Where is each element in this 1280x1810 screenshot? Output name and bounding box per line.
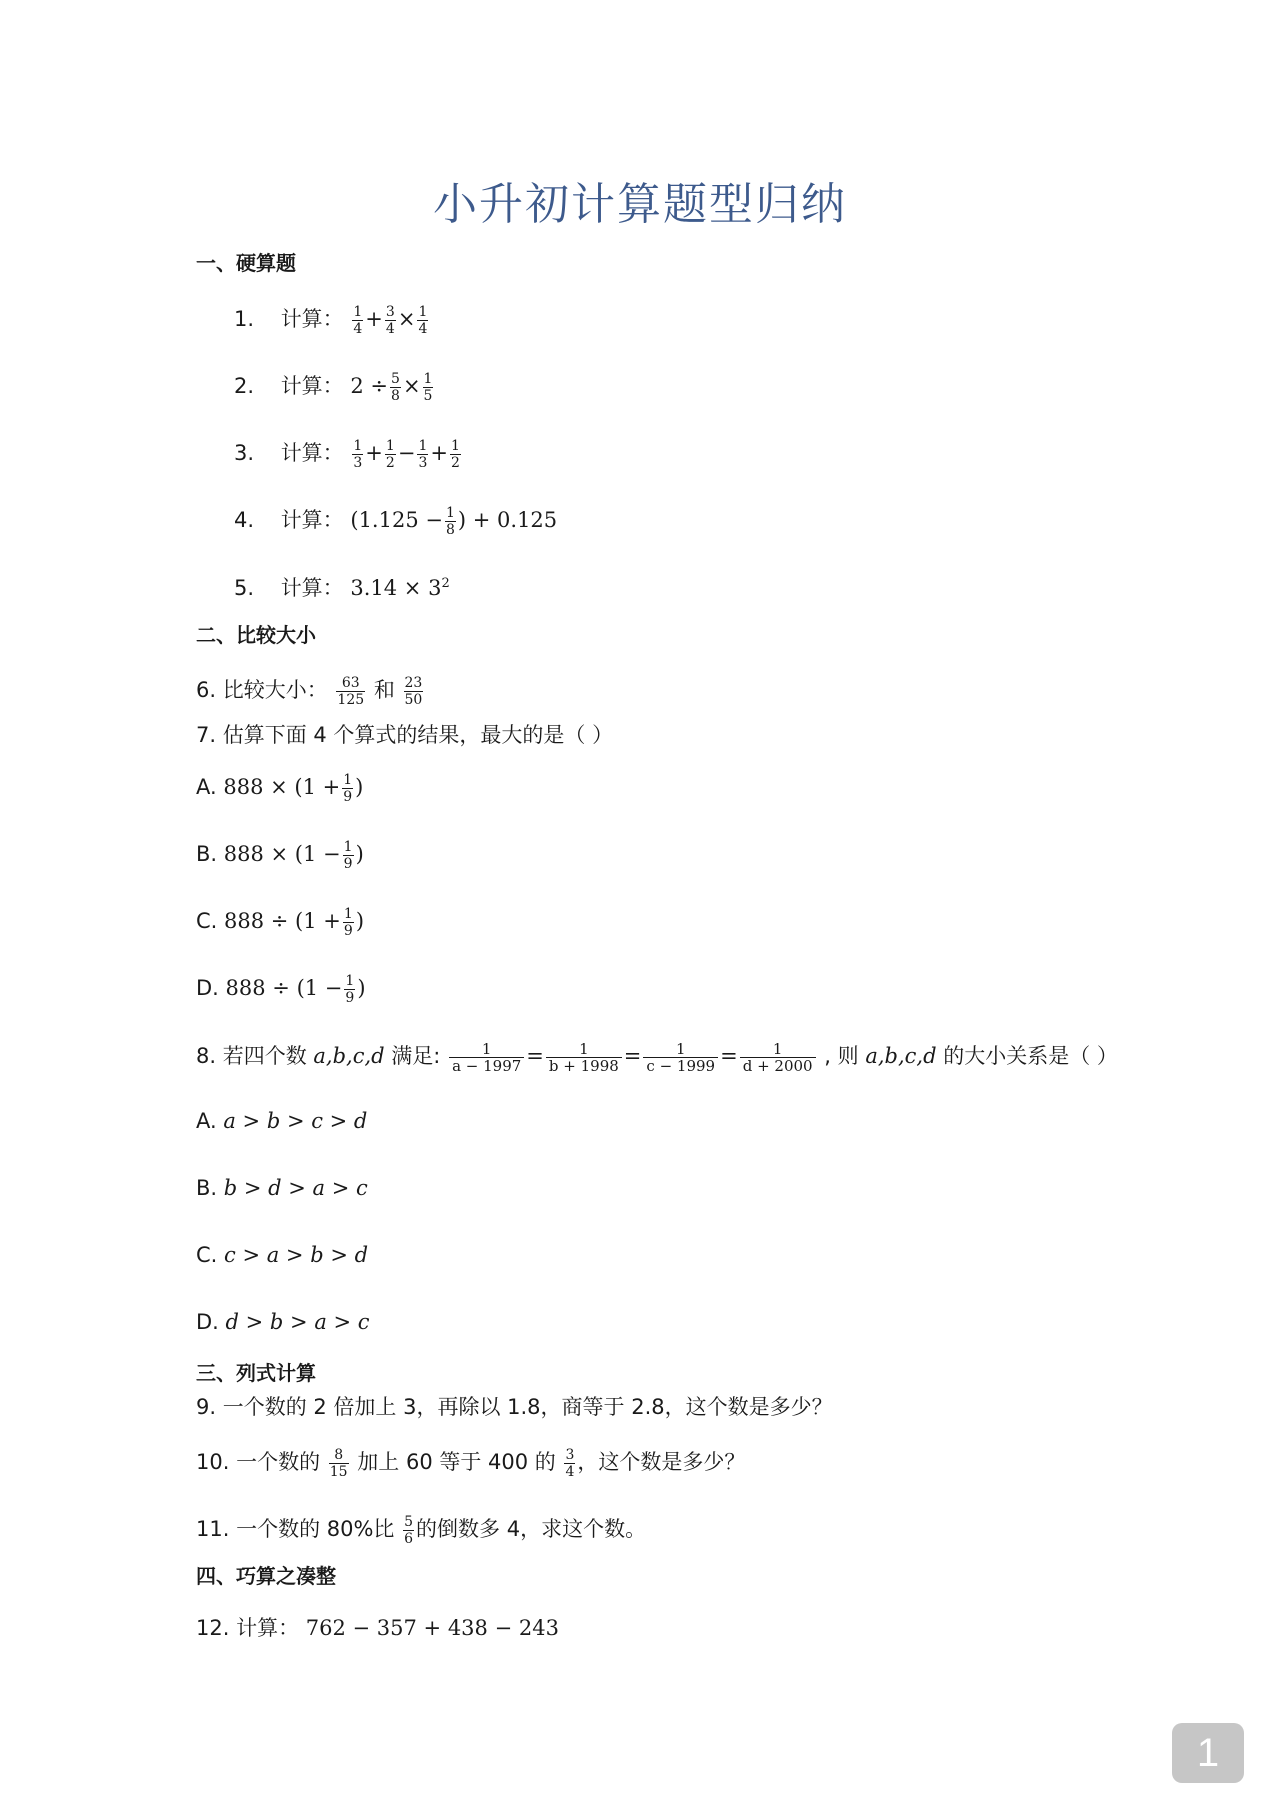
question-2 [234, 366, 435, 406]
math-expression: $\frac{1}{3}$ + $\frac{1}{2}$ − $\frac{1}{3}$ + $\frac{1}{2}$ [353, 438, 460, 471]
option-7a: A. 888 × (1 + $\frac{1}{9}$ ) [196, 772, 364, 805]
fraction: $\frac{1}{5}$ [423, 371, 433, 404]
question-number: 1. [234, 307, 255, 331]
fraction: $\frac{5}{8}$ [391, 371, 400, 404]
question-8: 8. 若四个数 a,b,c,d 满足: $\frac{1}{a - 1997}$ = $\frac{1}{b + 1998}$ = $\frac{1}{c - 1999}$ = $\frac{1}{d + 2000}$ , 则 a,b,c,d 的大小关系是（ ） [196, 1040, 1118, 1075]
fraction: $\frac{1}{2}$ [385, 438, 395, 471]
question-6 [196, 670, 425, 710]
option-label: D. [196, 1310, 219, 1334]
conjunction: 和 [373, 678, 395, 702]
question-7: 7. 估算下面 4 个算式的结果，最大的是（ ） [196, 723, 614, 747]
calc-label: 计算： [280, 576, 344, 600]
question-10 [196, 1442, 745, 1482]
fraction: $\frac{1}{3}$ [353, 438, 363, 471]
question-3 [234, 433, 463, 473]
option-label: A. [196, 775, 217, 799]
option-7b: B. 888 × (1 − $\frac{1}{9}$ ) [196, 839, 364, 872]
math-expression: $3.14 \times 3^2$ [350, 576, 450, 600]
fraction: $\frac{3}{4}$ [385, 304, 395, 337]
calc-label: 计算： [280, 307, 344, 331]
fraction: $\frac{1}{9}$ [343, 839, 353, 872]
question-4 [234, 500, 557, 540]
option-8c: C. c > a > b > d [196, 1243, 369, 1267]
question-text: 10. 一个数的 [196, 1450, 321, 1474]
question-text: 8. 若四个数 [196, 1044, 307, 1068]
question-9: 9. 一个数的 2 倍加上 3，再除以 1.8，商等于 2.8，这个数是多少？ [196, 1395, 833, 1419]
option-7c: C. 888 ÷ (1 + $\frac{1}{9}$ ) [196, 906, 365, 939]
section-heading-3: 三、列式计算 [196, 1361, 316, 1385]
option-label: B. [196, 842, 218, 866]
fraction: $\frac{1}{a - 1997}$ [449, 1041, 524, 1074]
option-7d: D. 888 ÷ (1 − $\frac{1}{9}$ ) [196, 973, 366, 1006]
question-number: 2. [234, 374, 255, 398]
section-heading-2: 二、比较大小 [196, 623, 316, 647]
math-expression: (1.125 − $\frac{1}{8}$ ) + 0.125 [350, 505, 558, 538]
fraction: $\frac{23}{50}$ [404, 675, 423, 708]
option-label: C. [196, 1243, 218, 1267]
question-text: 的倒数多 4，求这个数。 [416, 1517, 647, 1541]
fraction: $\frac{5}{6}$ [404, 1514, 414, 1547]
fraction: $\frac{1}{4}$ [353, 304, 363, 337]
question-1 [234, 299, 430, 339]
question-text: 6. 比较大小： [196, 678, 328, 702]
page-title: 小升初计算题型归纳 [433, 179, 847, 230]
fraction: $\frac{1}{9}$ [345, 973, 355, 1006]
option-label: C. [196, 909, 218, 933]
fraction: $\frac{1}{3}$ [418, 438, 428, 471]
fraction: $\frac{8}{15}$ [329, 1447, 348, 1480]
question-text: 11. 一个数的 80%比 [196, 1517, 395, 1541]
page-number-badge[interactable]: 1 [1172, 1723, 1244, 1783]
fraction: $\frac{1}{c - 1999}$ [643, 1041, 718, 1074]
option-label: A. [196, 1109, 217, 1133]
fraction: $\frac{1}{4}$ [418, 304, 428, 337]
fraction: $\frac{63}{125}$ [337, 675, 365, 708]
math-expression: 762 − 357 + 438 − 243 [305, 1616, 559, 1640]
fraction: $\frac{1}{9}$ [343, 772, 353, 805]
fraction: $\frac{1}{d + 2000}$ [740, 1041, 816, 1074]
fraction: $\frac{1}{9}$ [343, 906, 353, 939]
calc-label: 计算： [280, 508, 344, 532]
question-text: 加上 60 等于 400 的 [357, 1450, 556, 1474]
fraction: $\frac{1}{b + 1998}$ [546, 1041, 622, 1074]
question-text: ，这个数是多少？ [577, 1450, 746, 1474]
question-number: 4. [234, 508, 255, 532]
question-11 [196, 1509, 646, 1549]
math-expression: 2 ÷ $\frac{5}{8}$ × $\frac{1}{5}$ [350, 371, 433, 404]
option-label: D. [196, 976, 219, 1000]
calc-label: 计算： [280, 374, 344, 398]
calc-label: 计算： [280, 441, 344, 465]
option-label: B. [196, 1176, 218, 1200]
fraction: $\frac{1}{2}$ [450, 438, 460, 471]
question-text: 12. 计算： [196, 1616, 300, 1640]
fraction: $\frac{3}{4}$ [565, 1447, 575, 1480]
fraction: $\frac{1}{8}$ [445, 505, 455, 538]
question-text: , 则 [824, 1044, 859, 1068]
option-8b: B. b > d > a > c [196, 1176, 368, 1200]
question-number: 5. [234, 576, 255, 600]
math-expression: $\frac{1}{4}$ + $\frac{3}{4}$ × $\frac{1}{4}$ [353, 304, 428, 337]
question-text: 的大小关系是（ ） [943, 1044, 1118, 1068]
option-8d: D. d > b > a > c [196, 1310, 370, 1334]
option-8a: A. a > b > c > d [196, 1109, 368, 1133]
section-heading-4: 四、巧算之凑整 [196, 1564, 336, 1588]
question-text: 满足: [391, 1044, 441, 1068]
question-number: 3. [234, 441, 255, 465]
question-5 [234, 564, 450, 608]
question-12 [196, 1608, 559, 1648]
section-heading-1: 一、硬算题 [196, 251, 296, 275]
